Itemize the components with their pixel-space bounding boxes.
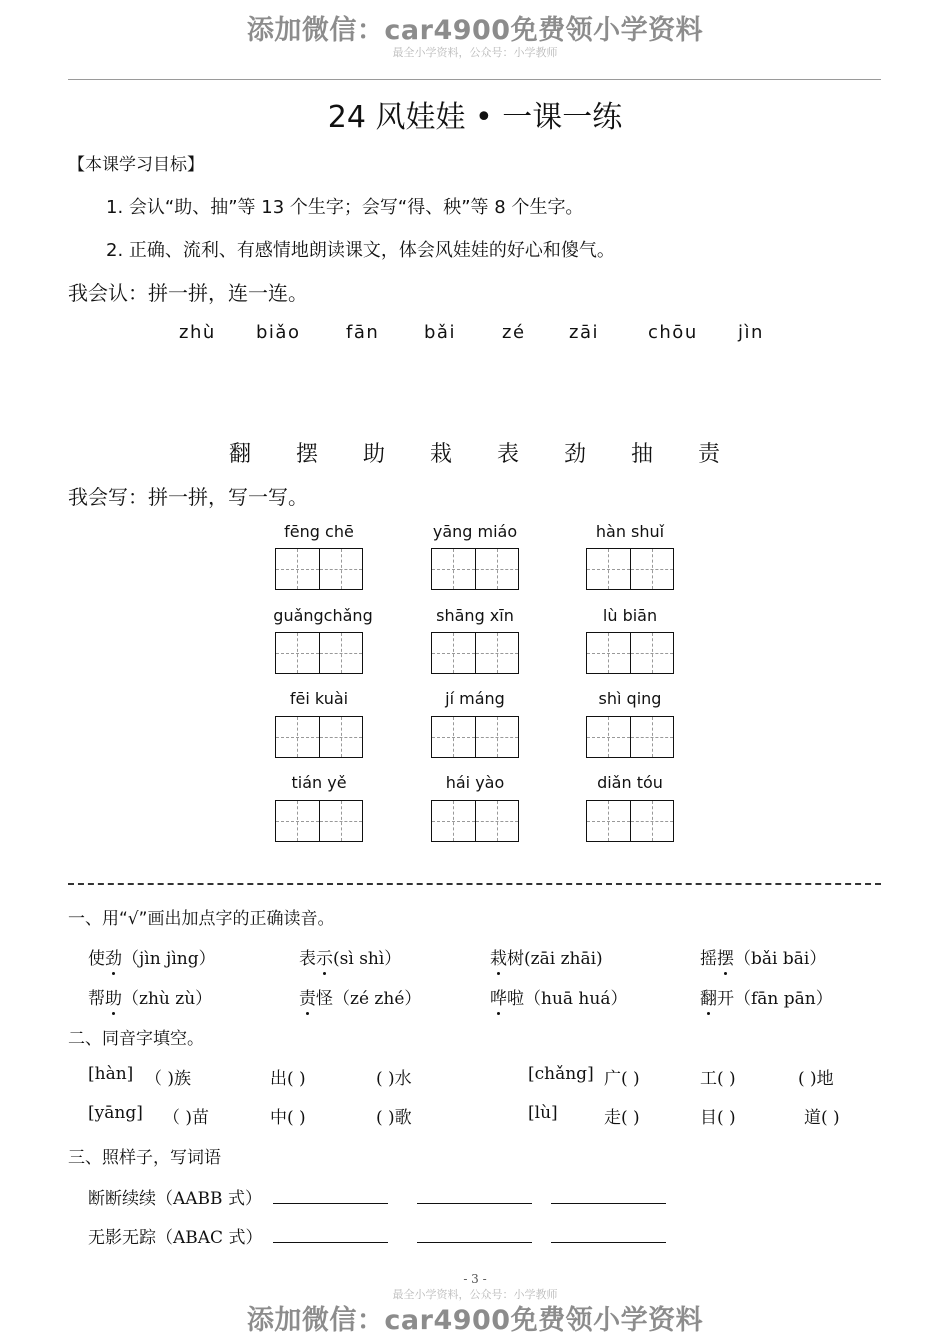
homophone-blank[interactable]: 出( ) [270, 1069, 306, 1089]
answer-blank[interactable] [551, 1203, 666, 1204]
reading-item[interactable] [88, 944, 216, 969]
section-divider [68, 883, 881, 885]
tianzige-box[interactable] [275, 548, 363, 590]
reading-options: （jìn jìng） [122, 949, 216, 969]
answer-blank[interactable] [273, 1203, 388, 1204]
reading-options: (sì shì） [333, 949, 402, 969]
recognize-char-4: 栽 [430, 442, 453, 467]
reading-dotted-char: 责 [299, 989, 316, 1009]
reading-options: 怪（zé zhé） [316, 989, 422, 1009]
answer-blank[interactable] [417, 1242, 532, 1243]
write-pinyin: shāng xīn [436, 606, 514, 625]
write-pinyin: yāng miáo [432, 522, 518, 541]
recognize-pinyin-7: chōu [648, 322, 698, 343]
recognize-char-6: 劲 [564, 442, 587, 467]
write-pinyin: lù biān [602, 606, 658, 625]
reading-item[interactable] [490, 944, 603, 969]
recognize-pinyin-5: zé [502, 322, 526, 343]
write-pinyin: jí máng [445, 689, 505, 708]
reading-dotted-char: 示 [316, 949, 333, 969]
reading-pre: 帮 [88, 989, 105, 1009]
reading-options: 开（fān pān） [717, 989, 833, 1009]
answer-blank[interactable] [417, 1203, 532, 1204]
reading-options: （zhù zù） [122, 989, 213, 1009]
write-pinyin: fēi kuài [289, 689, 349, 708]
tianzige-box[interactable] [275, 800, 363, 842]
recognize-char-2: 摆 [296, 442, 319, 467]
tianzige-box[interactable] [431, 548, 519, 590]
recognize-char-3: 助 [363, 442, 386, 467]
reading-pre: 摇 [700, 949, 717, 969]
reading-pre: 表 [299, 949, 316, 969]
reading-options: （bǎi bāi） [734, 949, 827, 969]
write-pinyin: fēng chē [284, 522, 354, 541]
write-pinyin: hàn shuǐ [595, 522, 665, 541]
homophone-blank[interactable]: 走( ) [604, 1108, 640, 1128]
reading-dotted-char: 助 [105, 989, 122, 1009]
write-pinyin: diǎn tóu [597, 773, 663, 792]
homophone-blank[interactable]: 工( ) [700, 1069, 736, 1089]
reading-dotted-char: 栽 [490, 949, 507, 969]
tianzige-box[interactable] [586, 716, 674, 758]
answer-blank[interactable] [551, 1242, 666, 1243]
reading-pre: 使 [88, 949, 105, 969]
reading-dotted-char: 哗 [490, 989, 507, 1009]
reading-dotted-char: 摆 [717, 949, 734, 969]
faint-footer: 最全小学资料，公众号：小学教师 [392, 1288, 558, 1301]
watermark-bottom: 添加微信：car4900免费领小学资料 [246, 1305, 704, 1336]
tianzige-box[interactable] [431, 716, 519, 758]
homophone-pinyin: [chǎng] [528, 1064, 594, 1084]
reading-item[interactable] [490, 984, 627, 1009]
recognize-char-5: 表 [497, 442, 520, 467]
example-word: 无影无踪（ABAC 式） [88, 1228, 263, 1248]
recognize-char-7: 抽 [631, 442, 654, 467]
reading-item[interactable] [700, 984, 833, 1009]
recognize-pinyin-4: bǎi [424, 322, 456, 343]
section1-heading: 一、用“√”画出加点字的正确读音。 [68, 909, 335, 929]
reading-dotted-char: 翻 [700, 989, 717, 1009]
write-heading: 我会写：拼一拼，写一写。 [68, 485, 308, 509]
goal-item-2: 2. 正确、流利、有感情地朗读课文，体会风娃娃的好心和傻气。 [106, 240, 615, 261]
homophone-blank[interactable]: 目( ) [700, 1108, 736, 1128]
homophone-blank[interactable]: （ )族 [145, 1069, 192, 1089]
homophone-pinyin: [lù] [528, 1103, 558, 1123]
header-divider [68, 79, 881, 80]
example-word: 断断续续（AABB 式） [88, 1189, 262, 1209]
homophone-blank[interactable]: 道( ) [804, 1108, 840, 1128]
homophone-blank[interactable]: ( )水 [376, 1069, 412, 1089]
write-pinyin: guǎngchǎng [273, 606, 373, 625]
section2-heading: 二、同音字填空。 [68, 1029, 204, 1049]
recognize-char-1: 翻 [229, 442, 252, 467]
homophone-blank[interactable]: ( )地 [798, 1069, 834, 1089]
homophone-blank[interactable]: （ )苗 [163, 1108, 210, 1128]
reading-item[interactable] [700, 944, 826, 969]
recognize-pinyin-2: biǎo [256, 322, 301, 343]
write-pinyin: hái yào [445, 773, 505, 792]
tianzige-box[interactable] [275, 632, 363, 674]
answer-blank[interactable] [273, 1242, 388, 1243]
tianzige-box[interactable] [431, 632, 519, 674]
goals-heading: 【本课学习目标】 [68, 155, 204, 175]
goal-item-1: 1. 会认“助、抽”等 13 个生字；会写“得、秧”等 8 个生字。 [106, 197, 584, 218]
reading-item[interactable] [299, 984, 421, 1009]
write-pinyin: shì qing [598, 689, 662, 708]
homophone-blank[interactable]: 广( ) [604, 1069, 640, 1089]
recognize-char-8: 责 [698, 442, 721, 467]
reading-item[interactable] [299, 944, 401, 969]
page-number: - 3 - [463, 1272, 487, 1286]
faint-header: 最全小学资料，公众号：小学教师 [392, 46, 558, 59]
reading-options: 树(zāi zhāi) [507, 949, 603, 969]
tianzige-box[interactable] [586, 800, 674, 842]
reading-options: 啦（huā huá） [507, 989, 628, 1009]
tianzige-box[interactable] [431, 800, 519, 842]
watermark-top: 添加微信：car4900免费领小学资料 [246, 15, 704, 46]
recognize-pinyin-1: zhù [179, 322, 216, 343]
recognize-heading: 我会认：拼一拼，连一连。 [68, 281, 308, 305]
section3-heading: 三、照样子，写词语 [68, 1148, 221, 1168]
write-pinyin: tián yě [291, 773, 347, 792]
tianzige-box[interactable] [586, 548, 674, 590]
page-title: 24 风娃娃 • 一课一练 [327, 100, 623, 135]
recognize-pinyin-6: zāi [569, 322, 599, 343]
reading-dotted-char: 劲 [105, 949, 122, 969]
recognize-pinyin-8: jìn [738, 322, 764, 343]
tianzige-box[interactable] [586, 632, 674, 674]
tianzige-box[interactable] [275, 716, 363, 758]
homophone-blank[interactable]: 中( ) [270, 1108, 306, 1128]
homophone-pinyin: [hàn] [88, 1064, 134, 1084]
homophone-blank[interactable]: ( )歌 [376, 1108, 412, 1128]
recognize-pinyin-3: fān [346, 322, 380, 343]
homophone-pinyin: [yāng] [88, 1103, 143, 1123]
reading-item[interactable] [88, 984, 212, 1009]
